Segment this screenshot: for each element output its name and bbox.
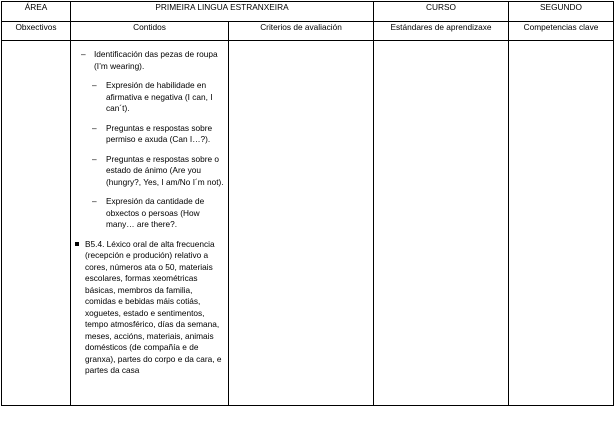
list-item-text: Preguntas e respostas sobre o estado de ánimo (Are you (hungry?, Yes, I am/No I´m not). (106, 153, 224, 187)
competences-header: Competencias clave (509, 22, 614, 41)
list-item (92, 196, 224, 231)
criteria-header: Criterios de avaliación (229, 22, 374, 41)
list-item-text: Expresión da cantidade de obxectos o persoas (How many… are there?. (106, 196, 205, 229)
dash-marker: – (81, 49, 86, 59)
square-bullet-icon (75, 242, 79, 246)
list-item (92, 80, 224, 115)
content-row (2, 41, 614, 406)
objectives-header: Obxectivos (2, 22, 71, 41)
list-item (92, 122, 224, 146)
contents-cell (71, 41, 229, 406)
contents-header: Contidos (71, 22, 229, 41)
list-item-text: Expresión de habilidade en afirmativa e negativa (I can, I can´t). (106, 80, 213, 113)
list-item-text: Preguntas e respostas sobre permiso e axuda (Can I…?). (106, 122, 213, 144)
competences-cell (509, 41, 614, 406)
dash-marker: – (92, 122, 97, 133)
objectives-cell (2, 41, 71, 406)
criteria-cell (229, 41, 374, 406)
list-item (81, 49, 222, 72)
subject-title: PRIMEIRA LINGUA ESTRANXEIRA (71, 2, 374, 22)
standards-header: Estándares de aprendizaxe (374, 22, 509, 41)
list-item (92, 153, 224, 189)
course-label: CURSO (374, 2, 509, 22)
bullet-item (85, 239, 225, 377)
course-value: SEGUNDO (509, 2, 614, 22)
dash-marker: – (92, 153, 97, 164)
dash-marker: – (92, 196, 97, 206)
standards-cell (374, 41, 509, 406)
header-row (2, 2, 614, 22)
column-header-row (2, 22, 614, 41)
list-item-text: Identificación das pezas de roupa (I’m wearing). (94, 49, 218, 71)
area-label: ÁREA (2, 2, 71, 22)
bullet-item-text: B5.4. Léxico oral de alta frecuencia (recepción e produción) relativo a cores, números ata o 50, materiais escolares, formas xeométricas básicas, membros da familia, comidas e bebidas máis cotiás, xoguetes, estado e sentimentos, tempo atmosférico, días da semana, meses, accións, materiais, animais domésticos (de compañía e de granxa), partes do corpo e da cara, e partes da casa (85, 238, 222, 375)
curriculum-table (1, 1, 614, 406)
dash-marker: – (92, 80, 97, 90)
